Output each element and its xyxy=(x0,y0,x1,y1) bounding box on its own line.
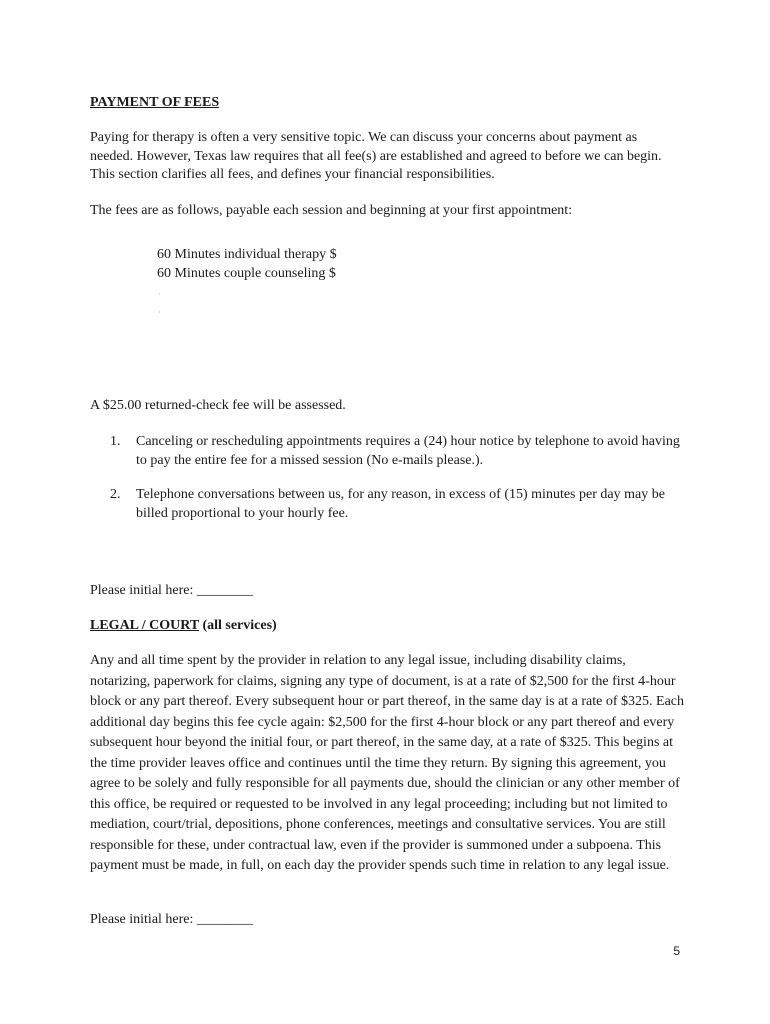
payment-heading: PAYMENT OF FEES xyxy=(90,95,220,110)
fee-line-individual: 60 Minutes individual therapy $ xyxy=(157,247,337,262)
legal-heading-suffix: (all services) xyxy=(198,618,277,633)
fee-line-couple: 60 Minutes couple counseling $ xyxy=(157,266,336,281)
page-number: 5 xyxy=(673,944,680,958)
legal-heading-title: LEGAL / COURT xyxy=(90,618,199,633)
fees-intro-text: The fees are as follows, payable each session and beginning at your first appointment: xyxy=(90,203,573,218)
legal-body-paragraph: Any and all time spent by the provider in relation to any legal issue, including disability claims, notarizing, paperwork for claims, signing any type of document, is at a rate of $2,500 for the first 4-hour block or any part thereof. Every subsequent hour or part thereof, in the same day is at a rate of $325. Each additional day begins this fee cycle again: $2,500 for the first 4-hour block or any part thereof and every subsequent hour beyond the initial four, or part thereof, in the same day, at a rate of $325. This begins at the time provider leaves office and continues until the time they return. By signing this agreement, you agree to be solely and fully responsible for all payments due, should the clinician or any other member of this office, be required or requested to be involved in any legal proceeding; including but not limited to mediation, court/trial, depositions, phone conferences, meetings and consultative services. You are still responsible for these, under contractual law, even if the provider is summoned under a subpoena. This payment must be made, in full, on each day the provider spends such time in relation to any legal issue. xyxy=(90,653,685,873)
faint-dot-mark: · xyxy=(158,308,161,317)
returned-check-text: A $25.00 returned-check fee will be assessed. xyxy=(90,398,346,413)
list-item-number: 2. xyxy=(110,487,121,502)
list-item-number: 1. xyxy=(110,434,121,449)
legal-heading xyxy=(90,618,277,634)
list-item-text: Canceling or rescheduling appointments requires a (24) hour notice by telephone to avoid having to pay the entire fee for a missed session (No e-mails please.). xyxy=(136,434,680,468)
legal-initial-line: Please initial here: ________ xyxy=(90,912,253,927)
list-item-text: Telephone conversations between us, for any reason, in excess of (15) minutes per day may be billed proportional to your hourly fee. xyxy=(136,487,665,521)
list-item xyxy=(110,433,682,470)
payment-initial-line: Please initial here: ________ xyxy=(90,583,253,598)
list-item xyxy=(110,486,682,523)
faint-dot-mark: · xyxy=(158,290,161,299)
payment-intro-paragraph: Paying for therapy is often a very sensitive topic. We can discuss your concerns about payment as needed. However, Texas law requires that all fee(s) are established and agreed to before we can begin. This section clarifies all fees, and defines your financial responsibilities. xyxy=(90,130,662,182)
